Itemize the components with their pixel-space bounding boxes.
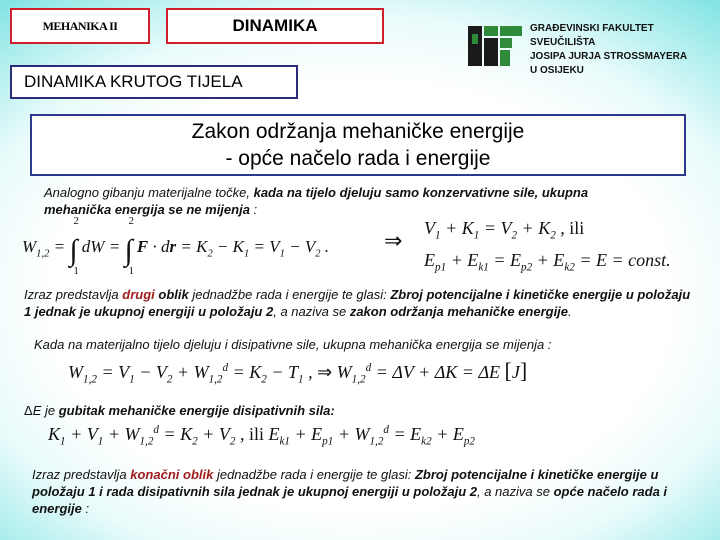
p2-highlight: drugi bbox=[122, 287, 155, 302]
p4-e: E bbox=[32, 403, 42, 418]
p1-a: Analogno gibanju materijalne točke, bbox=[44, 185, 254, 200]
p1-c: : bbox=[249, 202, 258, 217]
slide-title bbox=[30, 114, 686, 176]
p4-a: je bbox=[41, 403, 59, 418]
p5-f: : bbox=[81, 501, 90, 516]
topic-label bbox=[166, 8, 384, 44]
equation-general-principle: $K_1 + V_1 + W_{1,2}^d = K_2 + V_2$ , ili $E_{k1} + E_{p1} + W_{1,2}^d = E_{k2} + E_{p2}$ bbox=[48, 424, 475, 448]
logo-line-2: SVEUČILIŠTA bbox=[530, 37, 596, 48]
implies-arrow-icon: ⇒ bbox=[384, 228, 403, 253]
equation-work-integral: $W_{1,2}$ = ∫ 2 1 dW = ∫ 2 1 F · dr = $K_2 - K_1 = V_1 - V_2$ . bbox=[22, 215, 330, 277]
p2-f: zakon održanja mehaničke energije bbox=[349, 304, 569, 319]
p5-d: , a naziva se bbox=[476, 484, 554, 499]
faculty-logo bbox=[466, 20, 716, 80]
course-text: MEHANIKA II bbox=[42, 18, 118, 33]
equation-dissipative-work: $W_{1,2} = V_1 - V_2 + W_{1,2}^d = K_2 - T_1$ , ⇒ $W_{1,2}^d = \Delta V + \Delta K = \Delta E$ [J] bbox=[68, 358, 528, 386]
section-text: DINAMIKA KRUTOG TIJELA bbox=[24, 72, 243, 91]
p2-g: . bbox=[568, 304, 572, 319]
p5-b: jednadžbe rada i energije te glasi: bbox=[213, 467, 415, 482]
p2-c: jednadžbe rada i energije te glasi: bbox=[188, 287, 391, 302]
topic-text: DINAMIKA bbox=[232, 16, 318, 35]
p5-c: Zbroj potencijalne i kinetičke energije u položaju 1 i rada disipativnih sila jednak je ukupnoj energiji u položaju 2 bbox=[32, 467, 659, 499]
delta-symbol: Δ bbox=[24, 403, 33, 418]
p5-highlight: konačni oblik bbox=[130, 467, 214, 482]
p2-a: Izraz predstavlja bbox=[24, 287, 123, 302]
paragraph-dissipative bbox=[34, 336, 674, 353]
logo-mark-icon bbox=[466, 20, 526, 72]
p5-e: opće načelo rada i energije bbox=[32, 484, 668, 516]
title-line-2: - opće načelo rada i energije bbox=[225, 147, 491, 170]
p2-d: Zbroj potencijalne i kinetičke energije u položaju 1 jednak je ukupnoj energiji u položaju 2 bbox=[24, 287, 691, 319]
logo-line-1: GRAĐEVINSKI FAKULTET bbox=[530, 23, 654, 34]
title-line-1: Zakon održanja mehaničke energije bbox=[191, 120, 525, 143]
paragraph-second-form bbox=[24, 286, 700, 320]
p3-text: Kada na materijalno tijelo djeluju i disipativne sile, ukupna mehanička energija se mijenja : bbox=[34, 337, 552, 352]
paragraph-final-form bbox=[32, 466, 696, 517]
paragraph-conservative bbox=[44, 184, 644, 218]
equation-conservation-2: $E_{p1} + E_{k1} = E_{p2} + E_{k2} = E$ = const. bbox=[424, 250, 671, 274]
logo-line-4: U OSIJEKU bbox=[530, 65, 584, 76]
section-label bbox=[10, 65, 298, 99]
paragraph-energy-loss bbox=[24, 402, 624, 419]
p5-a: Izraz predstavlja bbox=[32, 467, 131, 482]
p4-b: gubitak mehaničke energije disipativnih sila: bbox=[58, 403, 335, 418]
course-label bbox=[10, 8, 150, 44]
p2-e: , a naziva se bbox=[273, 304, 350, 319]
p1-b: kada na tijelo djeluju samo konzervativne sile, ukupna mehanička energija se ne mijenja bbox=[44, 185, 589, 217]
logo-text bbox=[530, 22, 687, 78]
logo-line-3: JOSIPA JURJA STROSSMAYERA bbox=[530, 51, 688, 62]
p2-b: oblik bbox=[154, 287, 189, 302]
equation-conservation-1: $V_1 + K_1 = V_2 + K_2$ , ili bbox=[424, 218, 585, 242]
